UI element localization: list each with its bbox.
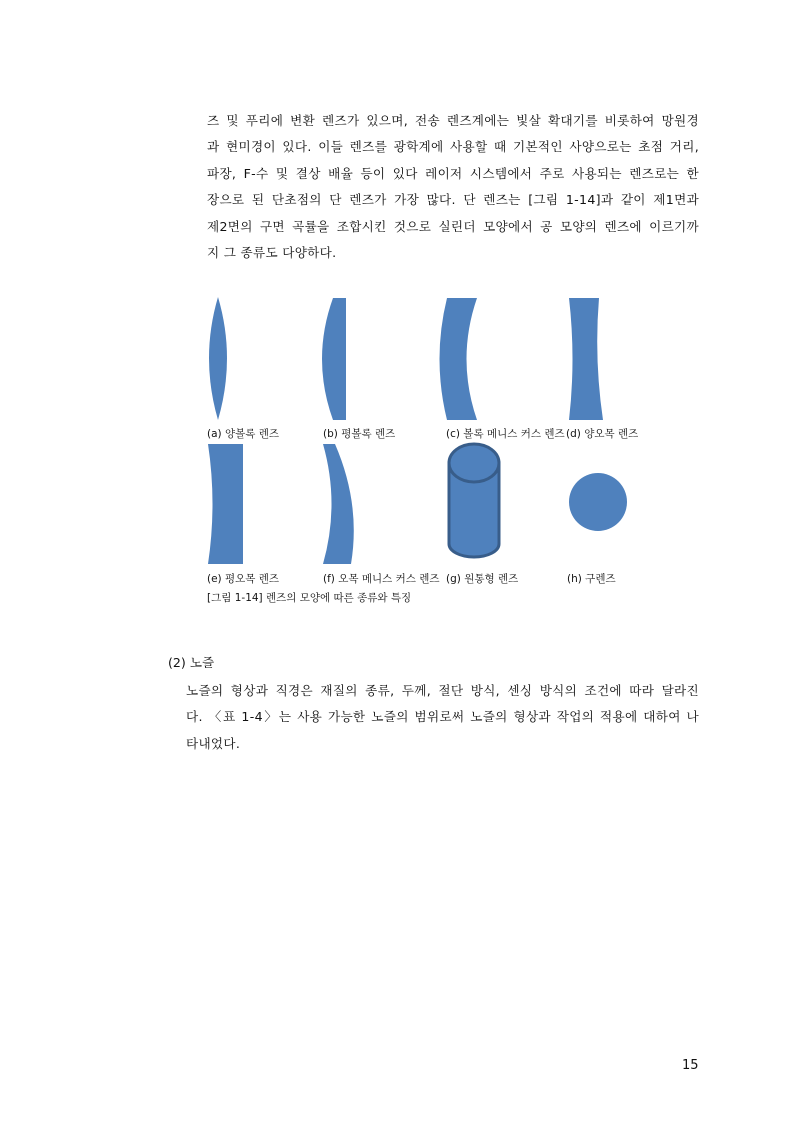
plano-concave-lens-icon <box>208 444 243 564</box>
lens-label-c: (c) 볼록 메니스 커스 렌즈 <box>446 428 565 440</box>
lens-label-h: (h) 구렌즈 <box>567 573 616 585</box>
spherical-lens-icon <box>569 473 627 531</box>
section-heading: (2) 노즐 <box>168 655 215 670</box>
paragraph-line: 다. 〈표 1-4〉는 사용 가능한 노즐의 범위로써 노즐의 형상과 작업의 적용에 대하여 나 <box>186 709 699 724</box>
paragraph-line: 지 그 종류도 다양하다. <box>207 245 337 260</box>
lens-label-f: (f) 오목 메니스 커스 렌즈 <box>323 573 440 585</box>
lens-label-a: (a) 양볼록 렌즈 <box>207 428 280 440</box>
paragraph-line: 파장, F-수 및 결상 배율 등이 있다 레이저 시스템에서 주로 사용되는 렌즈로는 한 <box>207 166 699 181</box>
cylindrical-lens-icon <box>449 444 499 557</box>
biconcave-lens-icon <box>569 298 603 420</box>
lens-label-e: (e) 평오목 렌즈 <box>207 573 280 585</box>
plano-convex-lens-icon <box>322 298 346 420</box>
convex-meniscus-lens-icon <box>440 298 478 420</box>
paragraph-line: 즈 및 푸리에 변환 렌즈가 있으며, 전송 렌즈계에는 빛살 확대기를 비롯하여 망원경 <box>207 113 699 128</box>
lens-label-d: (d) 양오목 렌즈 <box>566 428 639 440</box>
paragraph-line: 장으로 된 단초점의 단 렌즈가 가장 많다. 단 렌즈는 [그림 1-14]과 같이 제1면과 <box>207 192 699 207</box>
figure-caption: [그림 1-14] 렌즈의 모양에 따른 종류와 특징 <box>207 592 412 604</box>
biconvex-lens-icon <box>209 297 227 420</box>
concave-meniscus-lens-icon <box>323 444 354 564</box>
page-number: 15 <box>682 1058 699 1073</box>
paragraph-line: 타내었다. <box>186 736 241 751</box>
lens-label-b: (b) 평볼록 렌즈 <box>323 428 396 440</box>
lens-label-g: (g) 원통형 렌즈 <box>446 573 519 585</box>
paragraph-line: 과 현미경이 있다. 이들 렌즈를 광학계에 사용할 때 기본적인 사양으로는 초점 거리, <box>207 139 699 154</box>
paragraph-line: 노즐의 형상과 직경은 재질의 종류, 두께, 절단 방식, 센싱 방식의 조건에 따라 달라진 <box>186 683 699 698</box>
paragraph-line: 제2면의 구면 곡률을 조합시킨 것으로 실린더 모양에서 공 모양의 렌즈에 이르기까 <box>207 219 699 234</box>
